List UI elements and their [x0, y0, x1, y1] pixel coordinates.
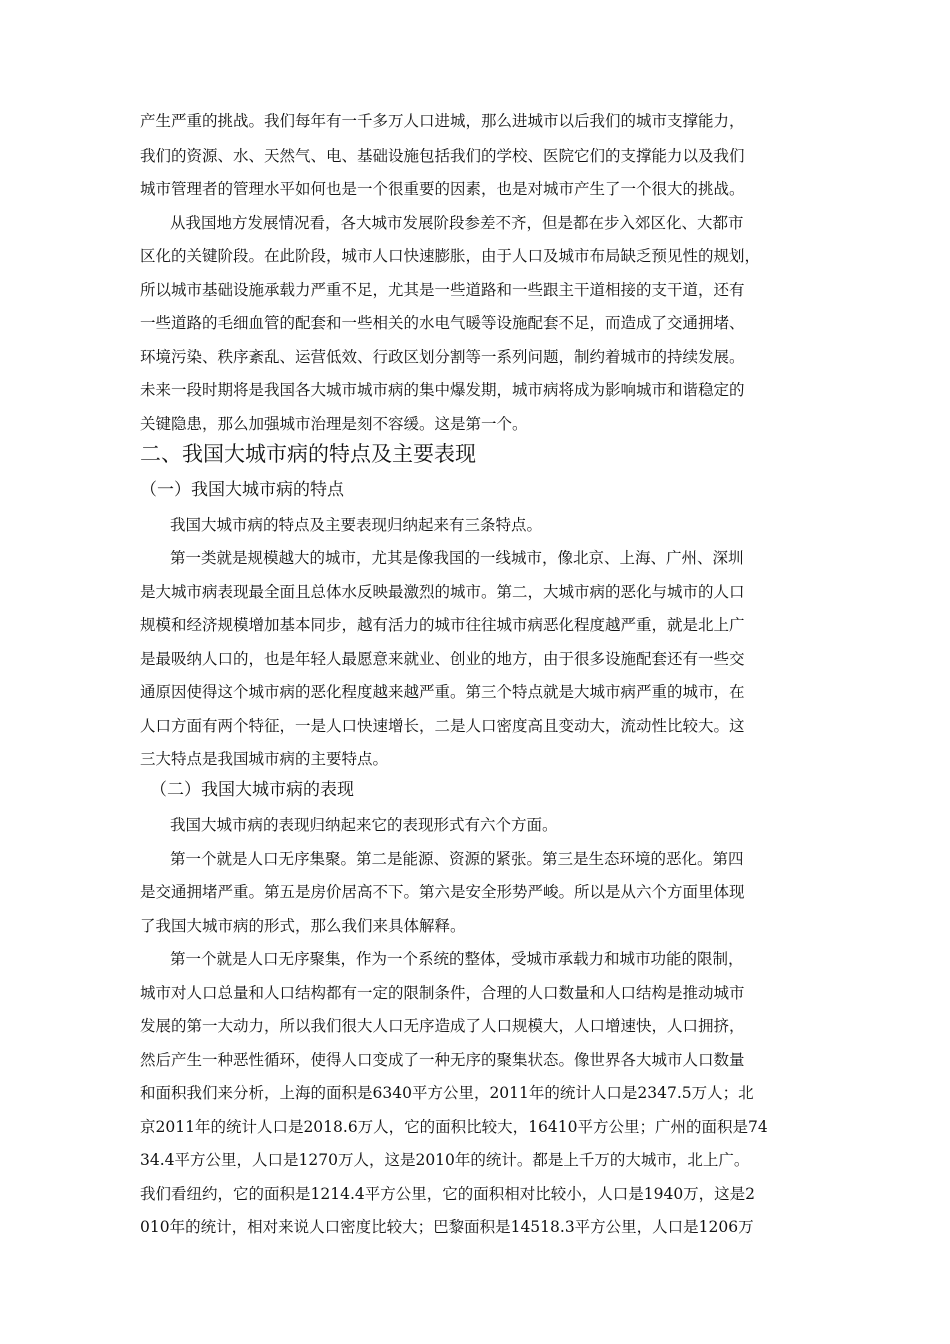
text-line: 我国大城市病的特点及主要表现归纳起来有三条特点。	[170, 516, 543, 534]
text-line: 是交通拥堵严重。第五是房价居高不下。第六是安全形势严峻。所以是从六个方面里体现	[140, 883, 745, 901]
text-line: 规模和经济规模增加基本同步，越有活力的城市往往城市病恶化程度越严重，就是北上广	[140, 616, 745, 634]
text-line: 京2011年的统计人口是2018.6万人，它的面积比较大，16410平方公里；广州的面积是74	[140, 1118, 768, 1136]
text-line: 我们看纽约，它的面积是1214.4平方公里，它的面积相对比较小，人口是1940万，这是2	[140, 1185, 756, 1203]
text-line: 是大城市病表现最全面且总体水反映最激烈的城市。第二，大城市病的恶化与城市的人口	[140, 583, 745, 601]
subsection-heading: （二）我国大城市病的表现	[150, 780, 354, 800]
text-line: 我们的资源、水、天然气、电、基础设施包括我们的学校、医院它们的支撑能力以及我们	[140, 147, 745, 165]
text-line: 我国大城市病的表现归纳起来它的表现形式有六个方面。	[170, 816, 558, 834]
text-line: 产生严重的挑战。我们每年有一千多万人口进城，那么进城市以后我们的城市支撑能力，	[140, 112, 745, 130]
text-line: 城市对人口总量和人口结构都有一定的限制条件，合理的人口数量和人口结构是推动城市	[140, 984, 745, 1002]
text-line: 然后产生一种恶性循环，使得人口变成了一种无序的聚集状态。像世界各大城市人口数量	[140, 1051, 745, 1069]
text-line: 了我国大城市病的形式，那么我们来具体解释。	[140, 917, 466, 935]
text-line: 所以城市基础设施承载力严重不足，尤其是一些道路和一些跟主干道相接的支干道，还有	[140, 281, 745, 299]
text-line: 环境污染、秩序紊乱、运营低效、行政区划分割等一系列问题，制约着城市的持续发展。	[140, 348, 745, 366]
text-line: 第一个就是人口无序聚集，作为一个系统的整体，受城市承载力和城市功能的限制，	[170, 950, 744, 968]
text-line: 和面积我们来分析，上海的面积是6340平方公里，2011年的统计人口是2347.5万人；北	[140, 1084, 754, 1102]
text-line: 第一类就是规模越大的城市，尤其是像我国的一线城市，像北京、上海、广州、深圳	[170, 549, 744, 567]
text-line: 关键隐患，那么加强城市治理是刻不容缓。这是第一个。	[140, 415, 528, 433]
text-line: 通原因使得这个城市病的恶化程度越来越严重。第三个特点就是大城市病严重的城市，在	[140, 683, 745, 701]
text-line: 010年的统计，相对来说人口密度比较大；巴黎面积是14518.3平方公里，人口是1206万	[140, 1218, 754, 1236]
text-line: 34.4平方公里，人口是1270万人，这是2010年的统计。都是上千万的大城市，北上广。	[140, 1151, 750, 1169]
subsection-heading: （一）我国大城市病的特点	[140, 480, 344, 500]
text-line: 从我国地方发展情况看，各大城市发展阶段参差不齐，但是都在步入郊区化、大都市	[170, 214, 744, 232]
text-line: 第一个就是人口无序集聚。第二是能源、资源的紧张。第三是生态环境的恶化。第四	[170, 850, 744, 868]
text-line: 一些道路的毛细血管的配套和一些相关的水电气暖等设施配套不足，而造成了交通拥堵、	[140, 314, 745, 332]
section-heading: 二、我国大城市病的特点及主要表现	[140, 442, 476, 466]
text-line: 是最吸纳人口的，也是年轻人最愿意来就业、创业的地方，由于很多设施配套还有一些交	[140, 650, 745, 668]
text-line: 三大特点是我国城市病的主要特点。	[140, 750, 389, 768]
text-line: 未来一段时期将是我国各大城市城市病的集中爆发期，城市病将成为影响城市和谐稳定的	[140, 381, 745, 399]
text-line: 区化的关键阶段。在此阶段，城市人口快速膨胀，由于人口及城市布局缺乏预见性的规划，	[140, 247, 761, 265]
text-line: 城市管理者的管理水平如何也是一个很重要的因素，也是对城市产生了一个很大的挑战。	[140, 180, 745, 198]
text-line: 发展的第一大动力，所以我们很大人口无序造成了人口规模大，人口增速快，人口拥挤，	[140, 1017, 745, 1035]
text-line: 人口方面有两个特征，一是人口快速增长，二是人口密度高且变动大，流动性比较大。这	[140, 717, 745, 735]
